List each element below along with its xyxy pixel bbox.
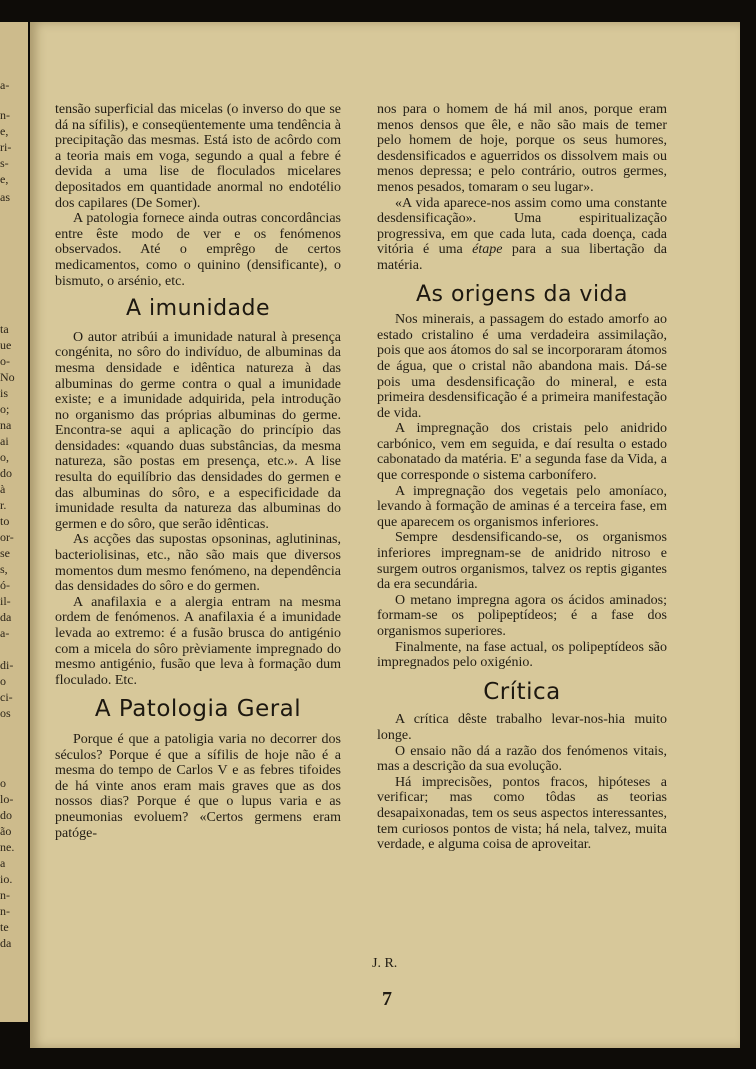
paragraph: Há imprecisões, pontos fracos, hipóteses a verificar; mas como tôdas as teorias desapaixonadas, tem os seus aspectos interessantes, tem curiosos pontos de vista; há nela, talvez, muita verdade, e alguma coisa de aproveitar. xyxy=(377,774,667,853)
paragraph: Nos minerais, a passagem do estado amorfo ao estado cristalino é uma verdadeira assimilação, pois que aos átomos do sal se incorporaram átomos de água, que o cristal não abandona mais. Dá-se pois uma desdensificação do mineral, e esta primeira desdensificação é a primeira manifestação de vida. xyxy=(377,312,667,421)
previous-page-fragment: il- xyxy=(0,594,11,608)
previous-page-fragment: to xyxy=(0,514,10,528)
previous-page-fragment: or- xyxy=(0,530,14,544)
previous-page-fragment: o xyxy=(0,776,6,790)
paragraph: O metano impregna agora os ácidos aminados; formam-se os polipeptídeos; é a fase dos organismos superiores. xyxy=(377,592,667,639)
page xyxy=(30,22,740,1048)
paragraph: tensão superficial das micelas (o inverso do que se dá na sífilis), e conseqüentemente uma tendência à precipitação das mesmas. Está isto de acôrdo com a teoria mais em voga, segundo a qual a febre é devida a uma lise de floculados micelares depositados em quantidade anormal no endotélio dos capilares (De Somer). xyxy=(55,102,341,211)
previous-page-fragment: ta xyxy=(0,322,9,336)
previous-page-fragment: ri- xyxy=(0,140,12,154)
previous-page-fragment: r. xyxy=(0,498,7,512)
previous-page-fragment: ue xyxy=(0,338,12,352)
paragraph: Sempre desdensificando-se, os organismos inferiores impregnam-se de anidrido nitroso e surgem outros organismos, talvez os reptis gigantes da era secundária. xyxy=(377,530,667,593)
previous-page-fragment: o xyxy=(0,674,6,688)
previous-page-fragment: n- xyxy=(0,108,10,122)
previous-page-fragment: e, xyxy=(0,124,9,138)
previous-page-fragment: io. xyxy=(0,872,13,886)
left-column xyxy=(55,102,341,841)
previous-page-fragment: do xyxy=(0,466,12,480)
previous-page-fragment: di- xyxy=(0,658,14,672)
previous-page-fragment: à xyxy=(0,482,6,496)
previous-page-fragment: o, xyxy=(0,450,9,464)
previous-page-fragment: da xyxy=(0,936,12,950)
previous-page-fragment: se xyxy=(0,546,10,560)
previous-page-fragment: do xyxy=(0,808,12,822)
previous-page-fragment: da xyxy=(0,610,12,624)
previous-page-edge xyxy=(0,22,28,1022)
paragraph: Finalmente, na fase actual, os polipeptídeos são impregnados pelo oxigénio. xyxy=(377,639,667,671)
previous-page-fragment: os xyxy=(0,706,11,720)
previous-page-fragment: n- xyxy=(0,904,10,918)
previous-page-fragment: a xyxy=(0,856,6,870)
paragraph: A impregnação dos vegetais pelo amoníaco, levando à formação de aminas é a terceira fase, em que aparecem os organismos inferiores. xyxy=(377,483,667,530)
right-column xyxy=(377,102,667,853)
paragraph: O ensaio não dá a razão dos fenómenos vitais, mas a descrição da sua evolução. xyxy=(377,743,667,775)
paragraph: nos para o homem de há mil anos, porque eram menos densos que êle, e não são mais de temer pelo homem de hoje, porque os seus humores, desdensificados e aguerridos os dissolvem mais ou menos depressa; e pelo contrário, outros germes, menos pesados, tomaram o seu lugar». xyxy=(377,102,667,195)
previous-page-fragment: e, xyxy=(0,172,9,186)
previous-page-fragment: te xyxy=(0,920,9,934)
previous-page-fragment: s, xyxy=(0,562,8,576)
previous-page-fragment: n- xyxy=(0,888,10,902)
previous-page-fragment: ão xyxy=(0,824,12,838)
paragraph: A impregnação dos cristais pelo anidrido carbónico, vem em seguida, e daí resulta o estado cabonatado da matéria. E' a segunda fase da Vida, a que corresponde o sistema carbonífero. xyxy=(377,421,667,484)
section-heading-patologia-geral: A Patologia Geral xyxy=(94,696,302,723)
paragraph: A crítica dêste trabalho levar-nos-hia muito longe. xyxy=(377,712,667,743)
previous-page-fragment: na xyxy=(0,418,12,432)
previous-page-fragment: lo- xyxy=(0,792,14,806)
previous-page-fragment: a- xyxy=(0,78,10,92)
previous-page-fragment: ai xyxy=(0,434,9,448)
previous-page-fragment: o; xyxy=(0,402,10,416)
paragraph: As acções das supostas opsoninas, aglutininas, bacteriolisinas, etc., não são mais que diversos momentos dum mesmo fenómeno, na dependência das densidades do sôro e do germen. xyxy=(55,532,341,595)
page-number: 7 xyxy=(382,988,392,1010)
previous-page-fragment: ne. xyxy=(0,840,15,854)
section-heading-critica: Crítica xyxy=(483,678,561,705)
paragraph: A anafilaxia e a alergia entram na mesma ordem de fenómenos. A anafilaxia é a imunidade levada ao extremo: é a fusão brusca do antigénio com a micela do sôro prèviamente impregnado do mesmo antigénio, fusão que leva à formação dum floculado. Etc. xyxy=(55,594,341,688)
paragraph: A patologia fornece ainda outras concordâncias entre êste modo de ver e os fenómenos observados. Até o emprêgo de certos medicamentos, como o quinino (densificante), o bismuto, o arsénio, etc. xyxy=(55,211,341,289)
previous-page-fragment: ó- xyxy=(0,578,10,592)
previous-page-fragment: ci- xyxy=(0,690,13,704)
paragraph: «A vida aparece-nos assim como uma constante desdensificação». Uma espiritualização progressiva, em que cada luta, cada doença, cada vitória é uma étape para a sua libertação da matéria. xyxy=(377,195,667,273)
section-heading-origens-da-vida: As origens da vida xyxy=(415,281,629,307)
previous-page-fragment: No xyxy=(0,370,15,384)
previous-page-fragment: is xyxy=(0,386,9,400)
previous-page-fragment: s- xyxy=(0,156,9,170)
previous-page-fragment: as xyxy=(0,190,10,204)
previous-page-fragment: a- xyxy=(0,626,10,640)
paragraph: O autor atribúi a imunidade natural à presença congénita, no sôro do indivíduo, de albuminas da mesma densidade e idêntica natureza à das albuminas do germe contra o qual a imunidade existe; e a imunidade adquirida, pela introdução no organismo das próprias albuminas do germe. Encontra-se aqui a aplicação do princípio das densidades: «quando duas substâncias, da mesma natureza, são postas em presença, etc.». A lise resulta do equilíbrio das densidades do germen e das albuminas do sôro, e a especificidade da imunidade resulta da natureza das albuminas do germen e do sôro, que serão idênticas. xyxy=(55,329,341,532)
previous-page-fragment: o- xyxy=(0,354,10,368)
paragraph: Porque é que a patoligia varia no decorrer dos séculos? Porque é que a sífilis de hoje não é a mesma do tempo de Carlos V e as febres tifoides de há vinte anos eram mais graves que as dos nossos dias? Porque é que o lupus varia e as pneumonias evoluem? «Certos germens eram patóge- xyxy=(55,731,341,841)
author-signature: J. R. xyxy=(372,956,398,971)
section-heading-imunidade: A imunidade xyxy=(125,296,271,322)
